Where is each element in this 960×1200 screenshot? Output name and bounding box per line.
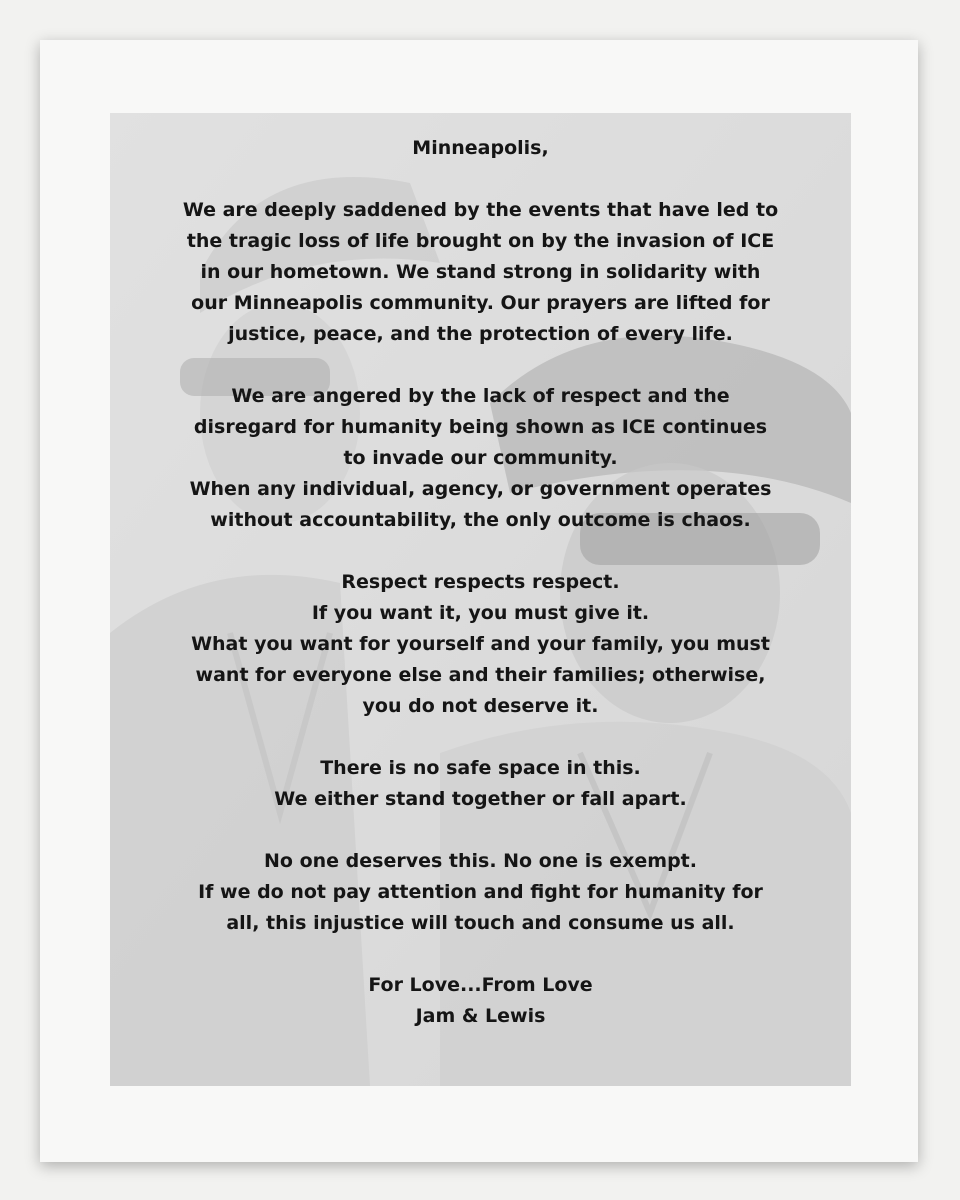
paragraph-line: If you want it, you must give it.	[311, 602, 650, 624]
paragraph-line: We are deeply saddened by the events that have led to	[182, 199, 779, 221]
paragraph-line: No one deserves this. No one is exempt.	[264, 850, 697, 872]
salutation	[110, 133, 851, 164]
paragraph-line: disregard for humanity being shown as ICE continues	[193, 416, 768, 438]
paragraph-line: our Minneapolis community. Our prayers are lifted for	[191, 292, 770, 314]
paragraph-line: Respect respects respect.	[341, 571, 620, 593]
paragraph-2	[110, 381, 851, 536]
paragraph-line: without accountability, the only outcome is chaos.	[210, 509, 751, 531]
paragraph-line: you do not deserve it.	[362, 695, 599, 717]
sign-off	[110, 970, 851, 1032]
paragraph-1	[110, 195, 851, 350]
paragraph-line: in our hometown. We stand strong in solidarity with	[200, 261, 761, 283]
paragraph-line: want for everyone else and their families; otherwise,	[195, 664, 766, 686]
letter-panel	[110, 113, 851, 1086]
paragraph-line: If we do not pay attention and fight for humanity for	[198, 881, 763, 903]
paragraph-5	[110, 846, 851, 939]
closing-line: For Love...From Love	[368, 974, 593, 996]
salutation-line: Minneapolis,	[412, 137, 549, 159]
paragraph-4	[110, 753, 851, 815]
paragraph-line: We are angered by the lack of respect and the	[231, 385, 730, 407]
paragraph-3	[110, 567, 851, 722]
paragraph-line: When any individual, agency, or government operates	[189, 478, 772, 500]
paragraph-line: There is no safe space in this.	[320, 757, 641, 779]
letter-body	[110, 133, 851, 1063]
paragraph-line: justice, peace, and the protection of every life.	[228, 323, 733, 345]
signature-line: Jam & Lewis	[415, 1005, 546, 1027]
paragraph-line: to invade our community.	[343, 447, 618, 469]
paragraph-line: the tragic loss of life brought on by the invasion of ICE	[186, 230, 775, 252]
paragraph-line: We either stand together or fall apart.	[274, 788, 687, 810]
paragraph-line: What you want for yourself and your family, you must	[191, 633, 770, 655]
paragraph-line: all, this injustice will touch and consume us all.	[226, 912, 735, 934]
